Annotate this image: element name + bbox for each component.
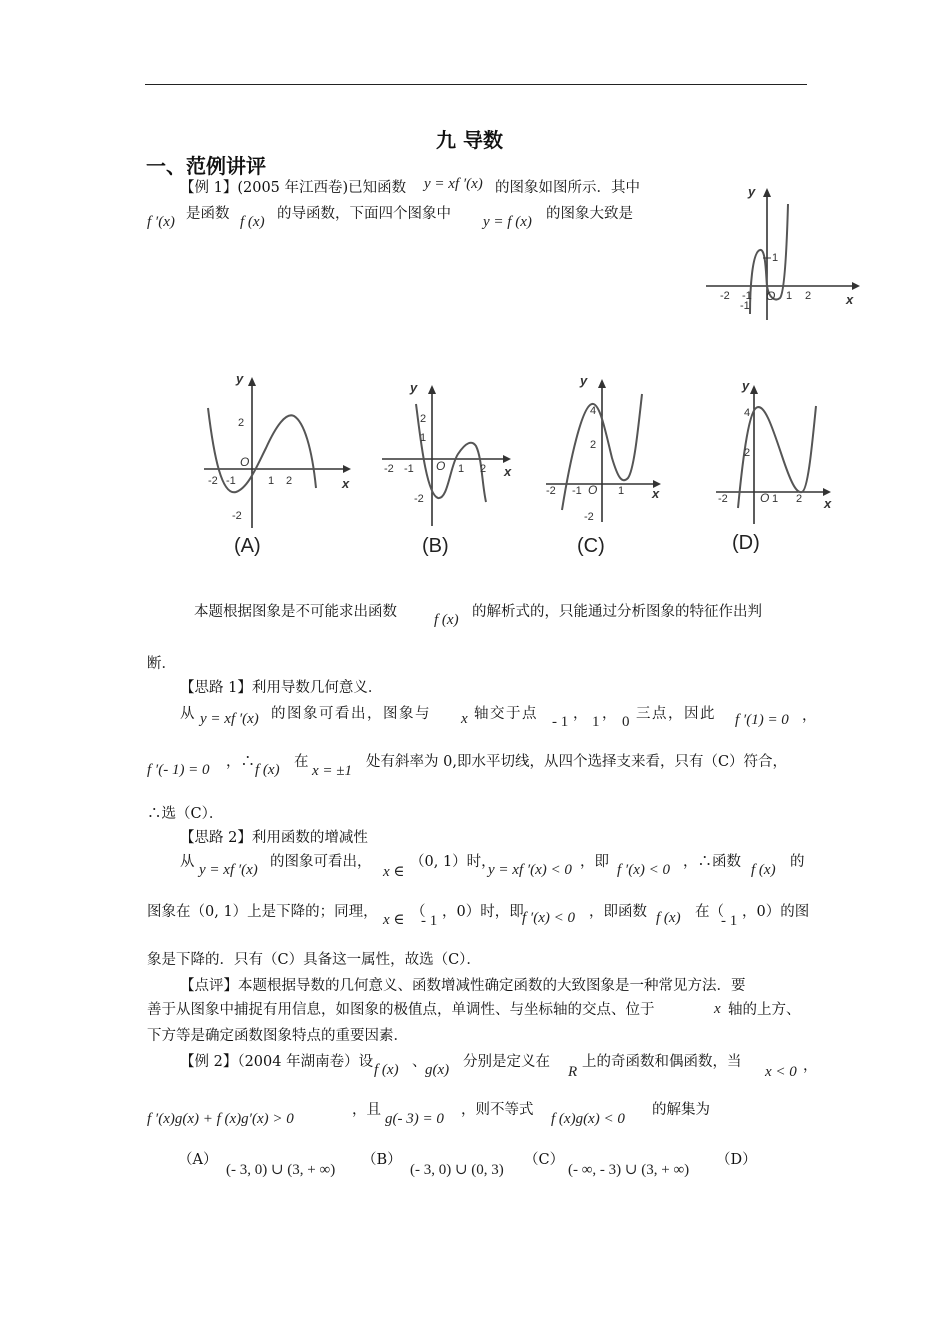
section-heading: 一、范例讲评 [146,154,266,178]
idea2-text: ，即函数 [589,904,647,920]
idea2-formula: f ′(x) < 0 [617,862,670,878]
idea2-text: 的图象可看出， [270,854,372,870]
idea2-text: 从 [180,854,195,870]
idea1-text: 轴交于点 [474,706,538,722]
b-xtick-label: -2 [384,463,394,475]
idea1-formula: y = xf ′(x) [200,711,259,727]
idea1-eq-1: f ′(1) = 0 [735,712,789,728]
header-rule [145,84,807,85]
ex2-text: ，则不等式 [461,1102,534,1118]
idea2-formula: f ′(x) < 0 [522,910,575,926]
ex2-gx: g(x) [425,1062,450,1078]
a-x-label: x [342,476,350,491]
idea1-point-1: - 1 [552,714,569,730]
b-x-label: x [504,464,512,479]
ex1-formula-1: y = xf ′(x) [424,176,483,192]
b-ytick-label: 2 [420,413,427,425]
b-xtick-label: 2 [480,463,487,475]
a-xtick-label: -2 [208,475,218,487]
d-origin: O [760,491,770,505]
c-xtick-label: -1 [572,485,582,497]
ex2-comma: ， [803,1058,818,1074]
b-xtick-label: 1 [458,463,465,475]
b-curve [416,404,486,502]
a-xtick-label: 1 [268,475,275,487]
d-xtick-label: -2 [718,493,728,505]
c-ytick-label: 4 [590,405,597,417]
option-b-graph [378,374,518,534]
idea2-formula: y = xf ′(x) [199,862,258,878]
idea1-comma: ， [602,706,617,722]
ex2-text: 上的奇函数和偶函数，当 [582,1054,742,1070]
c-ytick-label: -2 [584,511,594,523]
b-ytick-label: 1 [420,432,427,444]
idea2-conclusion: 象是下降的．只有（C）具备这一属性，故选（C）． [147,952,481,968]
d-y-arrow-icon [750,385,758,394]
idea2-neg1: - 1 [721,913,738,929]
analysis-text-c: 断． [147,656,176,672]
idea1-x: x [461,711,468,727]
ex1-text-2a: 是函数 [186,206,230,222]
option-c-graph [540,370,680,530]
ex2-cond: x < 0 [765,1064,797,1080]
b-origin: O [436,459,446,473]
comment-x: x [714,1001,721,1017]
option-a-graph [196,368,366,538]
idea1-eq-2: f ′(- 1) = 0 [147,762,210,778]
ex2-g-formula: g(- 3) = 0 [385,1111,444,1127]
ex2-inequality: f (x)g(x) < 0 [551,1111,625,1127]
c-origin: O [588,483,598,497]
ex2-option-c-label: （C） [524,1152,565,1168]
idea2-text: （ [411,904,426,920]
ex1-text-1b: 的图象如图所示．其中 [495,180,640,196]
ex1-text-1: 【例 1】(2005 年江西卷)已知函数 [180,180,407,196]
ex2-text: 的解集为 [652,1102,710,1118]
idea1-conclusion: ∴选（C）． [147,806,224,822]
a-xtick-label: -1 [226,475,236,487]
comment-text: 轴的上方、 [728,1002,801,1018]
idea2-text: 的 [790,854,805,870]
idea1-point-2: 1 [592,714,600,730]
comment-text: 善于从图象中捕捉有用信息，如图象的极值点，单调性、与坐标轴的交点、位于 [147,1002,655,1018]
c-x-label: x [652,486,660,501]
idea2-text: 在（ [695,904,724,920]
ref-xtick-label: 2 [805,290,812,302]
ex1-fprime: f ′(x) [147,214,175,230]
a-y-arrow-icon [248,377,256,386]
ref-ytick-label: 1 [772,252,779,264]
comment-text: 【点评】本题根据导数的几何意义、函数增减性确定函数的大致图象是一种常见方法．要 [180,978,746,994]
idea2-neg1: - 1 [421,913,438,929]
a-origin: O [240,455,250,469]
idea1-text: 从 [180,706,195,722]
ref-ytick-label: -1 [740,300,750,312]
ref-y-label: y [748,184,756,199]
analysis-fx: f (x) [434,612,459,628]
idea2-text: 图象在（0, 1）上是下降的；同理， [147,904,378,920]
idea2-heading: 【思路 2】利用函数的增减性 [180,830,368,846]
ex1-text-2b: 的导函数，下面四个图象中 [277,206,451,222]
option-b-caption: (B) [422,535,449,557]
idea1-fx: f (x) [255,762,280,778]
ex1-text-2c: 的图象大致是 [546,206,633,222]
analysis-text-a: 本题根据图象是不可能求出函数 [194,604,397,620]
b-y-arrow-icon [428,385,436,394]
ref-xtick-label: -1 [742,290,752,302]
idea2-in: x ∈ [383,912,405,928]
a-x-arrow-icon [343,465,351,473]
option-c-caption: (C) [577,535,605,557]
idea2-text: ，∴函数 [683,854,741,870]
a-ytick-label: 2 [238,417,245,429]
b-x-arrow-icon [503,455,511,463]
comment-text: 下方等是确定函数图象特点的重要因素． [147,1028,408,1044]
ex2-option-a-value: (- 3, 0) ∪ (3, + ∞) [226,1162,336,1178]
idea2-fx: f (x) [751,862,776,878]
d-xtick-label: 2 [796,493,803,505]
a-curve [208,408,316,492]
ex2-fx: f (x) [374,1062,399,1078]
ex2-option-c-value: (- ∞, - 3) ∪ (3, + ∞) [568,1162,690,1178]
b-xtick-label: -1 [404,463,414,475]
ref-y-arrow-icon [763,188,771,197]
ex2-option-b-value: (- 3, 0) ∪ (0, 3) [410,1162,504,1178]
idea2-text: ，即 [580,854,609,870]
reference-graph [700,180,865,325]
d-y-label: y [742,378,750,393]
idea2-in: x ∈ [383,864,405,880]
ref-xtick-label: 1 [786,290,793,302]
ex2-text: 【例 2】（2004 年湖南卷）设 [180,1054,374,1070]
ex2-option-a-label: （A） [178,1152,218,1168]
option-a-caption: (A) [234,535,261,557]
idea1-text: 在 [294,754,309,770]
idea1-point-3: 0 [622,714,630,730]
idea2-text: ，0）的图 [742,904,810,920]
d-x-label: x [824,496,832,511]
analysis-text-b: 的解析式的，只能通过分析图象的特征作出判 [472,604,762,620]
idea1-comma: ， [802,708,817,724]
ex2-text: 分别是定义在 [463,1054,550,1070]
idea2-text: （0, 1）时， [410,854,496,870]
option-d-caption: (D) [732,532,760,554]
idea2-fx: f (x) [656,910,681,926]
idea1-text: 的图象可看出，图象与 [271,706,431,722]
ref-x-label: x [846,292,854,307]
c-y-arrow-icon [598,379,606,388]
idea2-text: ，0）时，即 [442,904,524,920]
c-y-label: y [580,373,588,388]
ex2-text: ，且 [352,1102,381,1118]
c-xtick-label: -2 [546,485,556,497]
idea2-formula: y = xf ′(x) < 0 [488,862,572,878]
b-ytick-label: -2 [414,493,424,505]
a-ytick-label: -2 [232,510,242,522]
ref-origin: O [766,289,776,303]
ex1-formula-2: y = f (x) [483,214,532,230]
a-y-label: y [236,371,244,386]
d-ytick-label: 4 [744,407,751,419]
idea1-therefore: ，∴ [226,754,255,770]
ex2-sep: 、 [412,1054,427,1070]
idea1-xeq: x = ±1 [312,763,353,779]
ex2-R: R [568,1064,578,1080]
c-xtick-label: 1 [618,485,625,497]
ex1-fx: f (x) [240,214,265,230]
ref-x-arrow-icon [852,282,860,290]
idea1-comma: ， [573,706,588,722]
c-ytick-label: 2 [590,439,597,451]
ref-xtick-label: -2 [720,290,730,302]
d-ytick-label: 2 [744,447,751,459]
idea1-text: 处有斜率为 0,即水平切线，从四个选择支来看，只有（C）符合， [366,754,788,770]
ex2-option-d-label: （D） [716,1152,757,1168]
idea1-heading: 【思路 1】利用导数几何意义． [180,680,383,696]
ex2-option-b-label: （B） [362,1152,402,1168]
b-y-label: y [410,380,418,395]
d-xtick-label: 1 [772,493,779,505]
ex2-condition-formula: f ′(x)g(x) + f (x)g′(x) > 0 [147,1111,294,1127]
idea1-text: 三点，因此 [636,706,716,722]
a-xtick-label: 2 [286,475,293,487]
page-title: 九 导数 [436,128,503,152]
option-d-graph [712,376,852,526]
d-x-arrow-icon [823,488,831,496]
